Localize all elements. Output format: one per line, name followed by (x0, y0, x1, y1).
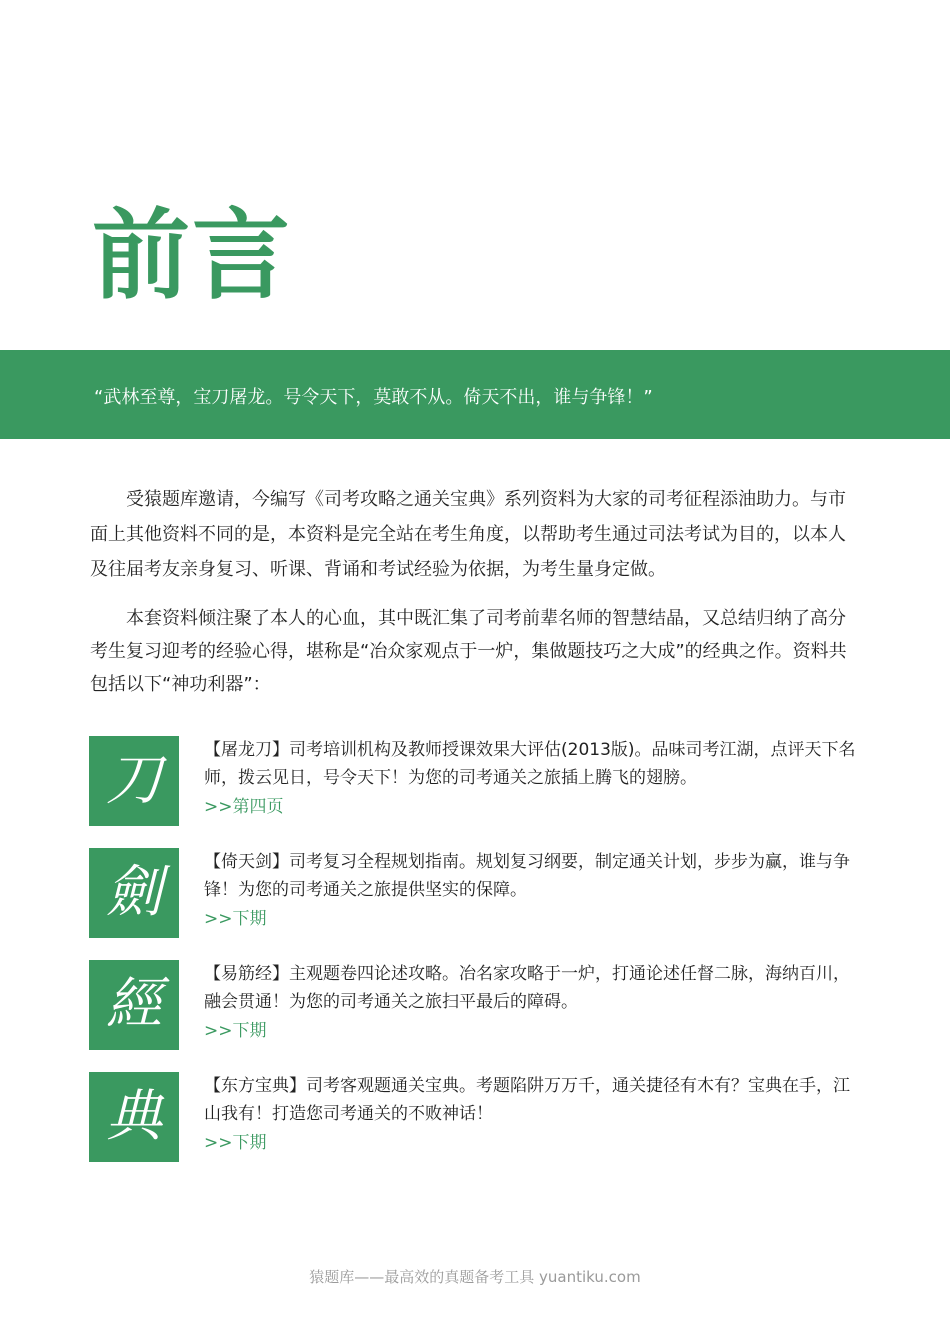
intro-paragraph-text: 受猿题库邀请，今编写《司考攻略之通关宝典》系列资料为大家的司考征程添油助力。与市面上其他资料不同的是，本资料是完全站在考生角度，以帮助考生通过司法考试为目的，以本人及往届考友亲身复习、听课、背诵和考试经验为依据，为考生量身定做。 (90, 489, 846, 580)
feature-body (204, 1072, 864, 1158)
feature-body (204, 960, 864, 1046)
quote-text: “武林至尊，宝刀屠龙。号令天下，莫敢不从。倚天不出，谁与争锋！” (94, 387, 653, 408)
feature-item-dongfangbaodian (89, 1072, 864, 1164)
page-title: 前言 (92, 198, 293, 313)
feature-description: 【屠龙刀】司考培训机构及教师授课效果大评估(2013版)。品味司考江湖，点评天下名师，拨云见日，号令天下！为您的司考通关之旅插上腾飞的翅膀。 (204, 740, 856, 788)
feature-body (204, 736, 864, 822)
feature-item-yijinjing (89, 960, 864, 1052)
page-footer: 猿题库——最高效的真题备考工具 yuantiku.com (309, 1268, 641, 1286)
feature-description: 【东方宝典】司考客观题通关宝典。考题陷阱万万千，通关捷径有木有？宝典在手，江山我有！打造您司考通关的不败神话！ (204, 1076, 850, 1124)
feature-link[interactable]: >>第四页 (204, 797, 284, 817)
feature-description: 【倚天剑】司考复习全程规划指南。规划复习纲要，制定通关计划，步步为赢，谁与争锋！为您的司考通关之旅提供坚实的保障。 (204, 852, 850, 900)
sword-calligraphy-icon: 劍 (89, 848, 179, 938)
feature-item-yitianjian (89, 848, 864, 940)
intro-paragraph (90, 482, 860, 587)
intro-paragraph-text: 本套资料倾注聚了本人的心血，其中既汇集了司考前辈名师的智慧结晶，又总结归纳了高分考生复习迎考的经验心得，堪称是“冶众家观点于一炉，集做题技巧之大成”的经典之作。资料共包括以下“神功利器”： (90, 608, 847, 695)
feature-description: 【易筋经】主观题卷四论述攻略。冶名家攻略于一炉，打通论述任督二脉，海纳百川，融会贯通！为您的司考通关之旅扫平最后的障碍。 (204, 964, 850, 1012)
feature-link[interactable]: >>下期 (204, 1021, 267, 1041)
feature-link[interactable]: >>下期 (204, 1133, 267, 1153)
classic-calligraphy-icon: 典 (89, 1072, 179, 1162)
feature-link[interactable]: >>下期 (204, 909, 267, 929)
feature-body (204, 848, 864, 934)
intro-paragraph (90, 602, 860, 701)
scripture-calligraphy-icon: 經 (89, 960, 179, 1050)
feature-item-tulongdao (89, 736, 864, 828)
blade-calligraphy-icon: 刀 (89, 736, 179, 826)
